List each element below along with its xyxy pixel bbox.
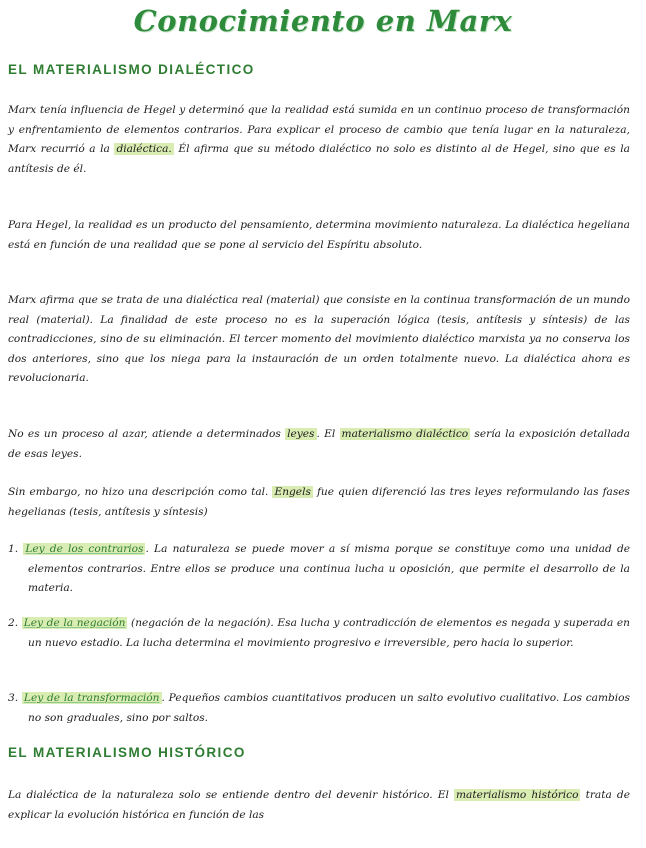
text: . El — [316, 428, 340, 440]
text: No es un proceso al azar, atiende a determinados — [8, 428, 286, 440]
paragraph-dialectica-real: Marx afirma que se trata de una dialéctica real (material) que consiste en la continua transformación de un mundo real (material). La finalidad de este proceso no es la superación lógica (tesis, antítesis y síntesis) de las contradicciones, sino de su eliminación. El tercer momento del movimiento dialéctico marxista ya no conserva los dos anteriores, sino que los niega para la instauración de un orden totalmente nuevo. La dialéctica ahora es revolucionaria. — [8, 294, 630, 384]
section-heading-materialismo-historico: EL MATERIALISMO HISTÓRICO — [8, 745, 246, 760]
text: La dialéctica de la naturaleza solo se entiende dentro del devenir histórico. El — [8, 789, 454, 801]
law-text: . Pequeños cambios cuantitativos producen un salto evolutivo cualitativo. Los cambios no son graduales, sino por saltos. — [28, 692, 630, 724]
law-name: Ley de los contrarios — [25, 543, 144, 555]
law-number: 1. — [8, 543, 19, 555]
highlight-dialectica: dialéctica. — [116, 143, 172, 155]
law-name: Ley de la transformación — [23, 692, 160, 704]
paragraph-marx-hegel — [8, 101, 630, 179]
law-item-negacion — [8, 614, 630, 653]
paragraph-leyes — [8, 425, 630, 464]
highlight-leyes: leyes — [287, 428, 315, 440]
text: trata de explicar la evolución histórica en función de las — [8, 789, 630, 821]
highlight-engels: Engels — [274, 486, 311, 498]
law-number: 2. — [8, 617, 19, 629]
section-heading-materialismo-dialectico: EL MATERIALISMO DIALÉCTICO — [8, 62, 255, 77]
highlight-materialismo-historico: materialismo histórico — [456, 789, 579, 801]
page-title: Conocimiento en Marx — [133, 4, 513, 38]
law-number: 3. — [8, 692, 19, 704]
paragraph-materialismo-historico — [8, 786, 630, 825]
text: Sin embargo, no hizo una descripción como tal. — [8, 486, 273, 498]
text: Marx tenía influencia de Hegel y determinó que la realidad está sumida en un continuo proceso de transformación y enfrentamiento de elementos contrarios. Para explicar el proceso de cambio que tenía lugar en la naturaleza, Marx recurrió a la — [8, 104, 630, 155]
text: fue quien diferenció las tres leyes reformulando las fases hegelianas (tesis, antítesis y síntesis) — [8, 486, 630, 518]
highlight-materialismo-dialectico: materialismo dialéctico — [341, 428, 469, 440]
law-item-contrarios — [8, 540, 630, 599]
paragraph-engels — [8, 483, 630, 522]
text: sería la exposición detallada de esas leyes. — [8, 428, 630, 460]
law-text: . La naturaleza se puede mover a sí misma porque se constituye como una unidad de elementos contrarios. Entre ellos se produce una continua lucha u oposición, que permite el desarrollo de la materia. — [28, 543, 631, 594]
text: Él afirma que su método dialéctico no solo es distinto al de Hegel, sino que es la antítesis de él. — [8, 143, 630, 175]
law-item-transformacion — [8, 689, 630, 728]
law-text: (negación de la negación). Esa lucha y contradicción de elementos es negada y superada en un nuevo estadio. La lucha determina el movimiento progresivo e irreversible, pero hacia lo superior. — [28, 617, 630, 649]
paragraph-hegel: Para Hegel, la realidad es un producto del pensamiento, determina movimiento naturaleza. La dialéctica hegeliana está en función de una realidad que se pone al servicio del Espíritu absoluto. — [8, 219, 630, 251]
law-name: Ley de la negación — [23, 617, 126, 629]
